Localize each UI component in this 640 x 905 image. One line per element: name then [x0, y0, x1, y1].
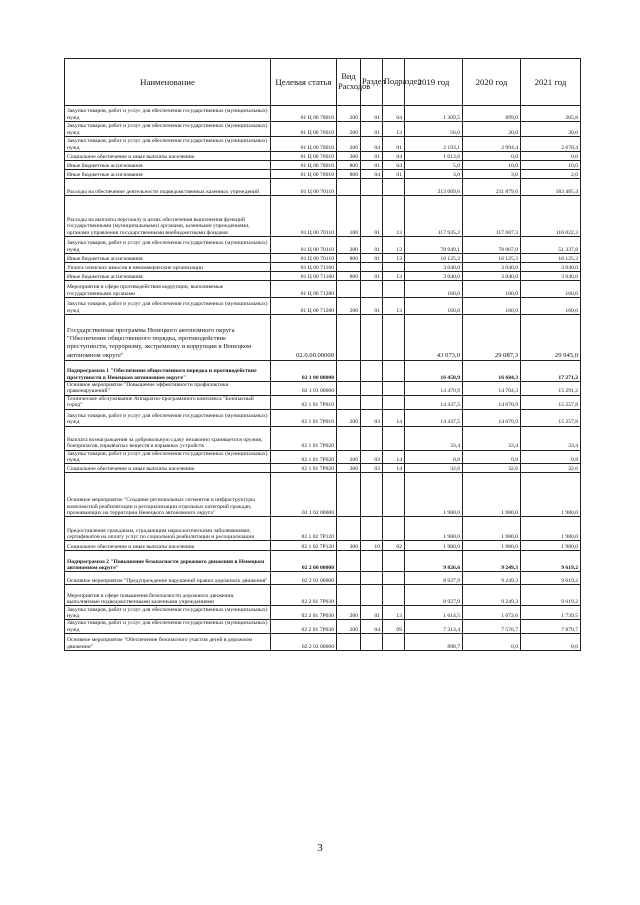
row-section-cell: 03 [361, 464, 383, 473]
row-name-cell: Иные бюджетные ассигнования [65, 254, 271, 263]
row-type-cell: 300 [337, 152, 361, 161]
row-type-cell [337, 361, 361, 382]
table-row [65, 361, 581, 382]
row-type-cell: 200 [337, 409, 361, 426]
row-type-cell: 200 [337, 620, 361, 634]
row-2021-cell: 2 678,4 [521, 137, 581, 152]
row-2019-cell: 14 470,9 [405, 382, 463, 396]
row-2020-cell: 14 670,9 [463, 395, 521, 409]
row-section-cell [361, 572, 383, 585]
row-type-cell [337, 585, 361, 606]
row-target-cell: 02 1 02 7Р120 [271, 541, 337, 551]
row-section-cell: 01 [361, 254, 383, 263]
row-name-cell: Мероприятия в сфере противодействия коррупции, выполняемые государственными органами [65, 281, 271, 298]
row-section-cell [361, 179, 383, 196]
row-name-cell: Закупка товаров, работ и услуг для обеспечения государственных (муниципальных) нужд [65, 450, 271, 464]
row-name-cell: Иные бюджетные ассигнования [65, 161, 271, 170]
row-2020-cell: 1 980,0 [463, 473, 521, 517]
row-type-cell [337, 179, 361, 196]
row-section-cell [361, 361, 383, 382]
row-2020-cell: 3,0 [463, 170, 521, 179]
row-subsection-cell: 13 [383, 272, 405, 281]
row-section-cell: 01 [361, 122, 383, 137]
row-section-cell: 10 [361, 541, 383, 551]
row-2019-cell: 3 040,0 [405, 263, 463, 272]
table-body [65, 106, 581, 651]
row-2020-cell: 3 040,0 [463, 272, 521, 281]
row-2020-cell: 30,0 [463, 122, 521, 137]
row-type-cell [337, 315, 361, 361]
row-name-cell: Иные бюджетные ассигнования [65, 272, 271, 281]
row-subsection-cell [383, 473, 405, 517]
row-2019-cell: 7 313,4 [405, 620, 463, 634]
header-expense-type: Вид Расходов [337, 59, 361, 106]
table-row [65, 606, 581, 620]
row-name-cell: Государственная программа Ненецкого автономного округа "Обеспечение общественного порядка, противодействие преступности, терроризму, экстремизму и коррупции в Ненецком автономном округе" [65, 315, 271, 361]
row-2019-cell: 117 935,2 [405, 196, 463, 237]
row-name-cell: Социальное обеспечение и иные выплаты населению [65, 152, 271, 161]
row-2021-cell: 116 022,3 [521, 196, 581, 237]
row-type-cell [337, 634, 361, 651]
row-subsection-cell: 14 [383, 464, 405, 473]
row-section-cell: 01 [361, 161, 383, 170]
table-row [65, 281, 581, 298]
row-2021-cell: 10,0 [521, 161, 581, 170]
table-row [65, 426, 581, 450]
row-type-cell [337, 473, 361, 517]
row-type-cell [337, 517, 361, 541]
row-2020-cell: 1 672,6 [463, 606, 521, 620]
table-row [65, 161, 581, 170]
table-row [65, 254, 581, 263]
row-subsection-cell [383, 426, 405, 450]
row-subsection-cell [383, 634, 405, 651]
row-subsection-cell: 14 [383, 409, 405, 426]
row-subsection-cell [383, 395, 405, 409]
row-target-cell: 02 1 01 7Р010 [271, 395, 337, 409]
row-2021-cell: 205,8 [521, 106, 581, 122]
row-section-cell: 01 [361, 272, 383, 281]
row-target-cell: 01 Ц 00 70110 [271, 179, 337, 196]
table-header-row [65, 59, 581, 106]
row-name-cell: Закупка товаров, работ и услуг для обеспечения государственных (муниципальных) нужд [65, 620, 271, 634]
row-target-cell: 02 1 01 7Р020 [271, 426, 337, 450]
row-type-cell [337, 281, 361, 298]
row-target-cell: 01 Ц 00 70110 [271, 196, 337, 237]
row-2019-cell: 16 125,3 [405, 254, 463, 263]
table-row [65, 450, 581, 464]
row-subsection-cell: 13 [383, 122, 405, 137]
row-target-cell: 01 Ц 00 70010 [271, 106, 337, 122]
row-section-cell: 01 [361, 196, 383, 237]
row-2019-cell: 56,0 [405, 122, 463, 137]
row-subsection-cell: 01 [383, 170, 405, 179]
row-section-cell [361, 517, 383, 541]
row-2021-cell: 0,0 [521, 634, 581, 651]
header-target: Целевая статья [271, 59, 337, 106]
row-name-cell: Закупка товаров, работ и услуг для обеспечения государственных (муниципальных) нужд [65, 106, 271, 122]
row-type-cell: 200 [337, 137, 361, 152]
row-2019-cell: 3,0 [405, 170, 463, 179]
row-type-cell: 800 [337, 254, 361, 263]
row-section-cell [361, 315, 383, 361]
row-section-cell [361, 426, 383, 450]
row-2020-cell: 9 249,3 [463, 572, 521, 585]
row-section-cell [361, 634, 383, 651]
table-row [65, 298, 581, 315]
row-subsection-cell [383, 585, 405, 606]
row-subsection-cell [383, 281, 405, 298]
row-2021-cell: 32,6 [521, 464, 581, 473]
row-2019-cell: 160,0 [405, 281, 463, 298]
row-2021-cell: 183 485,4 [521, 179, 581, 196]
row-section-cell [361, 263, 383, 272]
row-section-cell [361, 281, 383, 298]
row-target-cell: 02 2 01 00000 [271, 572, 337, 585]
row-type-cell: 200 [337, 606, 361, 620]
row-type-cell: 200 [337, 106, 361, 122]
row-type-cell: 200 [337, 237, 361, 254]
table-row [65, 137, 581, 152]
row-2021-cell: 29 945,0 [521, 315, 581, 361]
row-2020-cell: 14 670,9 [463, 409, 521, 426]
row-target-cell: 02 2 01 7Р030 [271, 606, 337, 620]
header-section: Раздел [361, 59, 383, 106]
table-row [65, 409, 581, 426]
row-2019-cell: 1 614,5 [405, 606, 463, 620]
row-2021-cell: 3 040,0 [521, 272, 581, 281]
header-subsection: Подраздел [383, 59, 405, 106]
table-row [65, 122, 581, 137]
row-2021-cell: 3 040,0 [521, 263, 581, 272]
row-2020-cell: 2 994,4 [463, 137, 521, 152]
row-2020-cell: 899,0 [463, 106, 521, 122]
row-subsection-cell: 13 [383, 298, 405, 315]
table-row [65, 517, 581, 541]
row-2020-cell: 9 249,3 [463, 551, 521, 572]
row-2021-cell: 160,0 [521, 298, 581, 315]
row-2019-cell: 1 013,6 [405, 152, 463, 161]
row-subsection-cell [383, 179, 405, 196]
row-2020-cell: 9 249,3 [463, 585, 521, 606]
row-target-cell: 01 Ц 00 70110 [271, 254, 337, 263]
row-name-cell: Закупка товаров, работ и услуг для обеспечения государственных (муниципальных) нужд [65, 137, 271, 152]
row-2020-cell: 10,0 [463, 161, 521, 170]
table-row [65, 585, 581, 606]
row-2019-cell: 160,0 [405, 298, 463, 315]
table-row [65, 263, 581, 272]
table-row [65, 152, 581, 161]
table-row [65, 551, 581, 572]
row-subsection-cell [383, 572, 405, 585]
row-section-cell [361, 551, 383, 572]
row-2019-cell: 16 450,9 [405, 361, 463, 382]
row-name-cell: Мероприятия в сфере повышения безопасности дорожного движения, выполняемые подведомственными казенными учреждениями [65, 585, 271, 606]
row-type-cell [337, 382, 361, 396]
row-subsection-cell: 13 [383, 196, 405, 237]
row-name-cell: Расходы на обеспечение деятельности подведомственных казенных учреждений [65, 179, 271, 196]
row-section-cell [361, 585, 383, 606]
row-name-cell: Подпрограмма 2 "Повышение безопасности дорожного движения в Ненецком автономном округе" [65, 551, 271, 572]
row-2020-cell: 7 576,7 [463, 620, 521, 634]
row-target-cell: 02 2 01 7Р030 [271, 585, 337, 606]
row-2021-cell: 15 257,8 [521, 395, 581, 409]
table-row [65, 106, 581, 122]
row-2021-cell: 0,8 [521, 450, 581, 464]
row-name-cell: Выплата вознаграждения за добровольную сдачу незаконно хранящегося оружия, боеприпасов, взрывчатых веществ и взрывных устройств [65, 426, 271, 450]
row-2020-cell: 16 684,3 [463, 361, 521, 382]
row-section-cell: 01 [361, 606, 383, 620]
row-target-cell: 02 1 01 7Р010 [271, 409, 337, 426]
row-type-cell: 200 [337, 450, 361, 464]
row-target-cell: 01 Ц 00 70010 [271, 137, 337, 152]
row-subsection-cell: 01 [383, 137, 405, 152]
table-row [65, 315, 581, 361]
row-2021-cell: 15 291,2 [521, 382, 581, 396]
header-name: Наименование [65, 59, 271, 106]
row-2019-cell: 1 309,5 [405, 106, 463, 122]
budget-table [64, 58, 581, 651]
row-section-cell [361, 395, 383, 409]
row-target-cell: 01 Ц 00 70010 [271, 170, 337, 179]
row-target-cell: 02 1 00 00000 [271, 361, 337, 382]
table-row [65, 196, 581, 237]
row-2021-cell: 9 619,2 [521, 572, 581, 585]
row-name-cell: Подпрограмма 1 "Обеспечение общественного порядка и противодействие преступности в Ненецком автономном округе" [65, 361, 271, 382]
table-row [65, 620, 581, 634]
row-2021-cell: 1 980,0 [521, 517, 581, 541]
row-subsection-cell: 13 [383, 606, 405, 620]
row-section-cell: 04 [361, 620, 383, 634]
row-subsection-cell: 04 [383, 161, 405, 170]
table-row [65, 170, 581, 179]
row-target-cell: 01 Ц 00 71160 [271, 263, 337, 272]
row-subsection-cell [383, 517, 405, 541]
row-target-cell: 01 Ц 00 70010 [271, 152, 337, 161]
row-2020-cell: 78 067,0 [463, 237, 521, 254]
row-2019-cell: 5,0 [405, 161, 463, 170]
row-type-cell: 200 [337, 298, 361, 315]
row-2021-cell: 33,4 [521, 426, 581, 450]
row-section-cell [361, 473, 383, 517]
row-target-cell: 02 2 02 00000 [271, 634, 337, 651]
row-2019-cell: 32,6 [405, 464, 463, 473]
row-type-cell: 200 [337, 122, 361, 137]
row-target-cell: 02 2 00 00000 [271, 551, 337, 572]
row-2019-cell: 3 040,0 [405, 272, 463, 281]
table-row [65, 464, 581, 473]
row-name-cell: Предоставление гражданам, страдающим наркологическими заболеваниями, сертификатов на оплату услуг по социальной реабилитации и ресоциализации [65, 517, 271, 541]
row-section-cell: 01 [361, 152, 383, 161]
budget-table-sheet [64, 58, 580, 651]
row-subsection-cell: 13 [383, 254, 405, 263]
row-2019-cell: 898,7 [405, 634, 463, 651]
row-2019-cell: 0,8 [405, 450, 463, 464]
row-subsection-cell [383, 315, 405, 361]
header-2020: 2020 год [463, 59, 521, 106]
row-2020-cell: 0,8 [463, 450, 521, 464]
row-type-cell [337, 426, 361, 450]
row-target-cell: 02 1 01 7Р020 [271, 464, 337, 473]
row-subsection-cell: 02 [383, 541, 405, 551]
row-2019-cell: 43 073,0 [405, 315, 463, 361]
row-2020-cell: 211 879,6 [463, 179, 521, 196]
row-section-cell: 04 [361, 170, 383, 179]
row-2020-cell: 16 125,3 [463, 254, 521, 263]
row-subsection-cell: 13 [383, 237, 405, 254]
row-target-cell: 01 Ц 00 71280 [271, 298, 337, 315]
row-2019-cell: 1 980,0 [405, 541, 463, 551]
row-type-cell: 100 [337, 196, 361, 237]
row-2021-cell: 7 879,7 [521, 620, 581, 634]
row-section-cell [361, 382, 383, 396]
row-target-cell: 02.0.00.00000 [271, 315, 337, 361]
row-2020-cell: 29 087,3 [463, 315, 521, 361]
row-subsection-cell: 14 [383, 450, 405, 464]
row-2019-cell: 2 193,1 [405, 137, 463, 152]
row-section-cell: 03 [361, 450, 383, 464]
table-row [65, 541, 581, 551]
row-section-cell: 01 [361, 106, 383, 122]
row-subsection-cell: 04 [383, 152, 405, 161]
row-2020-cell: 1 980,0 [463, 541, 521, 551]
header-2021: 2021 год [521, 59, 581, 106]
table-row [65, 237, 581, 254]
row-name-cell: Основное мероприятие "Предупреждение нарушений правил дорожного движения" [65, 572, 271, 585]
row-2021-cell: 0,0 [521, 152, 581, 161]
row-name-cell: Социальное обеспечение и иные выплаты населению [65, 464, 271, 473]
row-type-cell [337, 263, 361, 272]
row-name-cell: Уплата членских взносов в некоммерческие организации [65, 263, 271, 272]
row-2020-cell: 32,6 [463, 464, 521, 473]
row-name-cell: Закупка товаров, работ и услуг для обеспечения государственных (муниципальных) нужд [65, 122, 271, 137]
row-target-cell: 01 Ц 00 71160 [271, 272, 337, 281]
row-2019-cell: 14 437,5 [405, 409, 463, 426]
table-row [65, 382, 581, 396]
row-subsection-cell [383, 382, 405, 396]
header-2019: 2019 год [405, 59, 463, 106]
row-2021-cell: 1 980,0 [521, 541, 581, 551]
table-row [65, 473, 581, 517]
row-2021-cell: 16 125,3 [521, 254, 581, 263]
row-name-cell: Основное мероприятие "Повышение эффективности профилактики правонарушений" [65, 382, 271, 396]
row-target-cell: 02 1 02 7Р120 [271, 517, 337, 541]
row-subsection-cell [383, 361, 405, 382]
row-target-cell: 02 1 01 7Р020 [271, 450, 337, 464]
row-name-cell: Иные бюджетные ассигнования [65, 170, 271, 179]
row-2021-cell: 17 271,2 [521, 361, 581, 382]
row-type-cell: 300 [337, 464, 361, 473]
row-2020-cell: 14 704,3 [463, 382, 521, 396]
row-2019-cell: 1 980,0 [405, 517, 463, 541]
row-2021-cell: 2,0 [521, 170, 581, 179]
row-2019-cell: 33,4 [405, 426, 463, 450]
row-type-cell: 800 [337, 170, 361, 179]
row-2019-cell: 9 826,6 [405, 551, 463, 572]
row-type-cell: 300 [337, 541, 361, 551]
row-target-cell: 02 1 02 00000 [271, 473, 337, 517]
row-2019-cell: 78 949,1 [405, 237, 463, 254]
row-subsection-cell: 09 [383, 620, 405, 634]
row-2020-cell: 0,0 [463, 634, 521, 651]
row-section-cell: 01 [361, 298, 383, 315]
row-target-cell: 02 1 01 00000 [271, 382, 337, 396]
row-name-cell: Закупка товаров, работ и услуг для обеспечения государственных (муниципальных) нужд [65, 298, 271, 315]
table-row [65, 572, 581, 585]
row-2020-cell: 0,0 [463, 152, 521, 161]
row-2021-cell: 160,0 [521, 281, 581, 298]
row-name-cell: Расходы на выплаты персоналу в целях обеспечения выполнения функций государственными (муниципальными) органами, казенными учреждениями, органами управления государственными внебюджетными фондами [65, 196, 271, 237]
row-target-cell: 01 Ц 00 70010 [271, 161, 337, 170]
row-type-cell [337, 572, 361, 585]
row-name-cell: Техническое обслуживание Аппаратно-программного комплекса "Безопасный город" [65, 395, 271, 409]
row-2021-cell: 1 980,0 [521, 473, 581, 517]
row-type-cell: 800 [337, 161, 361, 170]
row-2019-cell: 8 927,9 [405, 585, 463, 606]
row-section-cell: 04 [361, 137, 383, 152]
row-2020-cell: 1 980,0 [463, 517, 521, 541]
row-target-cell: 02 2 01 7Р030 [271, 620, 337, 634]
row-2021-cell: 1 739,5 [521, 606, 581, 620]
row-2021-cell: 9 619,2 [521, 551, 581, 572]
row-2020-cell: 3 040,0 [463, 263, 521, 272]
row-section-cell: 03 [361, 409, 383, 426]
row-type-cell [337, 395, 361, 409]
row-name-cell: Закупка товаров, работ и услуг для обеспечения государственных (муниципальных) нужд [65, 606, 271, 620]
row-name-cell: Закупка товаров, работ и услуг для обеспечения государственных (муниципальных) нужд [65, 409, 271, 426]
row-2020-cell: 117 687,3 [463, 196, 521, 237]
table-row [65, 634, 581, 651]
row-2020-cell: 160,0 [463, 281, 521, 298]
row-2021-cell: 30,0 [521, 122, 581, 137]
page-number: 3 [317, 842, 323, 854]
row-2019-cell: 1 980,0 [405, 473, 463, 517]
row-target-cell: 01 Ц 00 70010 [271, 122, 337, 137]
row-subsection-cell [383, 263, 405, 272]
row-2019-cell: 14 437,5 [405, 395, 463, 409]
row-subsection-cell: 04 [383, 106, 405, 122]
row-2021-cell: 15 257,8 [521, 409, 581, 426]
row-2019-cell: 8 927,9 [405, 572, 463, 585]
table-row [65, 179, 581, 196]
row-2021-cell: 9 619,2 [521, 585, 581, 606]
row-target-cell: 01 Ц 00 70110 [271, 237, 337, 254]
row-type-cell [337, 551, 361, 572]
row-name-cell: Основное мероприятие "Обеспечение безопасного участия детей в дорожном движении" [65, 634, 271, 651]
row-name-cell: Социальное обеспечение и иные выплаты населению [65, 541, 271, 551]
row-section-cell: 01 [361, 237, 383, 254]
row-name-cell: Основное мероприятие "Создание региональных сегментов и инфраструктуры комплексной реабилитации и ресоциализации отдельных категорий граждан, проживающих на территории Ненецкого автономного округа" [65, 473, 271, 517]
row-name-cell: Закупка товаров, работ и услуг для обеспечения государственных (муниципальных) нужд [65, 237, 271, 254]
row-2020-cell: 33,4 [463, 426, 521, 450]
row-2020-cell: 160,0 [463, 298, 521, 315]
row-target-cell: 01 Ц 00 71280 [271, 281, 337, 298]
row-subsection-cell [383, 551, 405, 572]
row-2021-cell: 51 337,8 [521, 237, 581, 254]
table-row [65, 272, 581, 281]
row-type-cell: 800 [337, 272, 361, 281]
table-row [65, 395, 581, 409]
row-2019-cell: 213 009,6 [405, 179, 463, 196]
